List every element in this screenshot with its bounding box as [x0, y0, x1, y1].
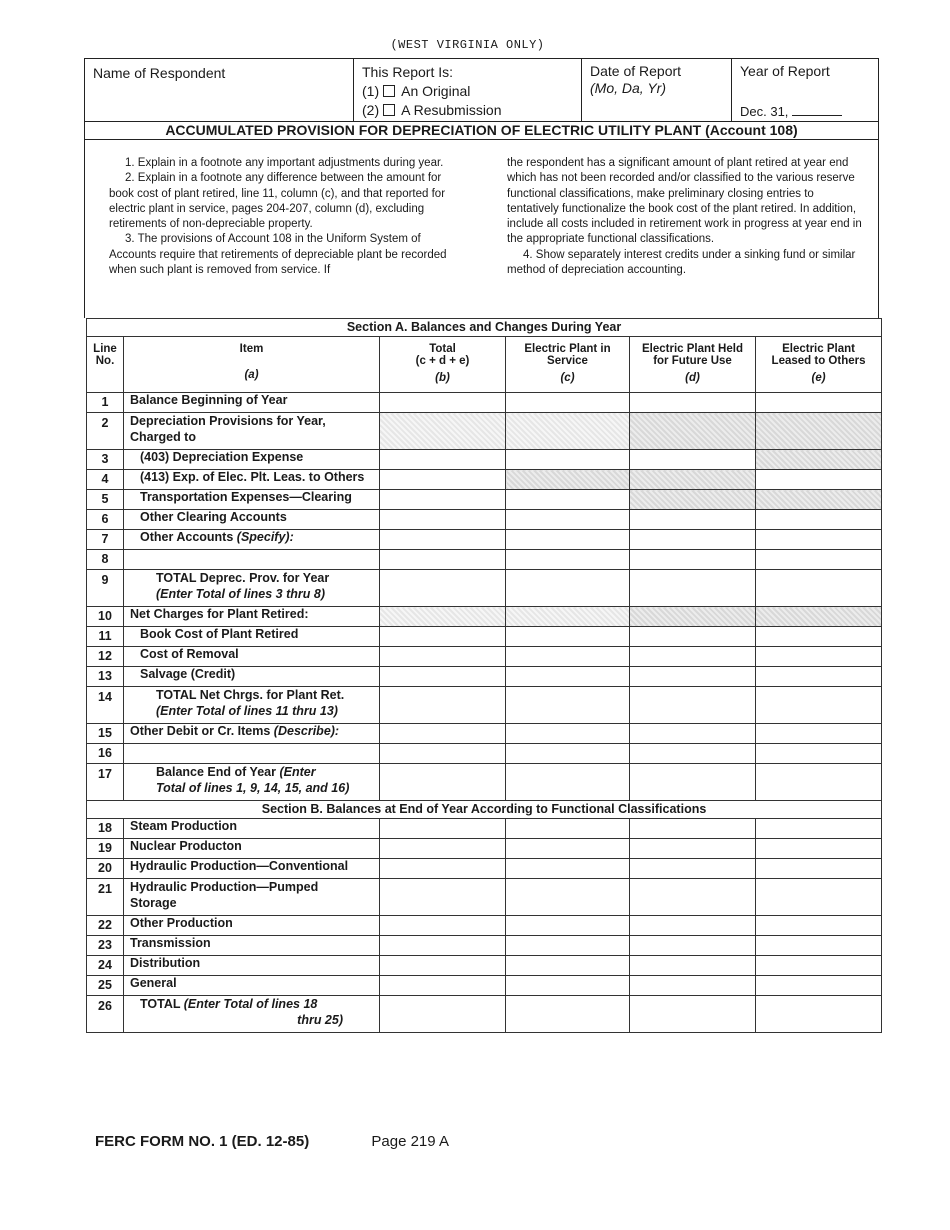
cell-in-service[interactable]	[506, 647, 630, 667]
item-label: (413) Exp. of Elec. Plt. Leas. to Others	[124, 470, 380, 490]
cell-total[interactable]	[380, 724, 506, 744]
cell-in-service[interactable]	[506, 450, 630, 470]
line-number: 25	[87, 976, 124, 996]
original-num: (1)	[362, 83, 380, 99]
cell-leased[interactable]	[756, 879, 882, 916]
table-row	[87, 996, 882, 1033]
cell-future-use[interactable]	[630, 530, 756, 550]
line-number: 12	[87, 647, 124, 667]
instruction-2: 2. Explain in a footnote any difference between the amount for book cost of plant retired, line 11, column (c), and that reported for electric plant in service, pages 204-207, column (d), excluding retirements of non-depreciable property.	[109, 172, 446, 231]
cell-future-use[interactable]	[630, 956, 756, 976]
cell-future-use[interactable]	[630, 996, 756, 1033]
cell-future-use[interactable]	[630, 916, 756, 936]
page-number: Page 219 A	[371, 1133, 449, 1150]
cell-in-service[interactable]	[506, 936, 630, 956]
resubmission-option[interactable]	[362, 101, 573, 120]
instruction-3-cont: the respondent has a significant amount of plant retired at year end which has not been recorded and/or classified to the various reserve functional classifications, make preliminary closing entries to tentatively functionalize the book cost of the plant retired. In addition, include all costs included in retirement work in progress at year end in the appropriate functional classifications.	[507, 157, 862, 246]
column-headers	[87, 337, 882, 393]
cell-leased[interactable]	[756, 936, 882, 956]
cell-total[interactable]	[380, 570, 506, 607]
cell-future-use[interactable]	[630, 393, 756, 413]
cell-future-use[interactable]	[630, 976, 756, 996]
cell-total[interactable]	[380, 687, 506, 724]
item-label: Other Accounts (Specify):	[124, 530, 380, 550]
cell-total[interactable]	[380, 956, 506, 976]
line-number: 6	[87, 510, 124, 530]
report-is-label: This Report Is:	[362, 64, 454, 80]
cell-in-service[interactable]	[506, 744, 630, 764]
cell-leased[interactable]	[756, 764, 882, 801]
table-row	[87, 490, 882, 510]
item-label: Balance Beginning of Year	[124, 393, 380, 413]
cell-future-use[interactable]	[630, 859, 756, 879]
line-number: 18	[87, 819, 124, 839]
cell-in-service[interactable]	[506, 956, 630, 976]
cell-future-use	[630, 470, 756, 490]
cell-leased[interactable]	[756, 996, 882, 1033]
item-label: Nuclear Producton	[124, 839, 380, 859]
col-line: Line No.	[87, 337, 124, 393]
cell-in-service[interactable]	[506, 490, 630, 510]
table-row	[87, 530, 882, 550]
item-label: Salvage (Credit)	[124, 667, 380, 687]
cell-leased[interactable]	[756, 510, 882, 530]
instruction-3: 3. The provisions of Account 108 in the Uniform System of Accounts require that retirements of depreciable plant be recorded when such plant is removed from service. If	[109, 233, 447, 277]
cell-total[interactable]	[380, 859, 506, 879]
instructions-right	[507, 156, 862, 278]
table-row	[87, 450, 882, 470]
table-row	[87, 764, 882, 801]
original-option[interactable]	[362, 82, 573, 101]
col-item: Item (a)	[124, 337, 380, 393]
line-number: 5	[87, 490, 124, 510]
table-row	[87, 413, 882, 450]
cell-leased[interactable]	[756, 744, 882, 764]
cell-in-service[interactable]	[506, 879, 630, 916]
table-row	[87, 667, 882, 687]
item-label: Other Clearing Accounts	[124, 510, 380, 530]
cell-leased[interactable]	[756, 393, 882, 413]
line-number: 13	[87, 667, 124, 687]
cell-total[interactable]	[380, 996, 506, 1033]
cell-total[interactable]	[380, 393, 506, 413]
cell-future-use[interactable]	[630, 744, 756, 764]
item-label: Book Cost of Plant Retired	[124, 627, 380, 647]
date-format: (Mo, Da, Yr)	[590, 80, 666, 96]
line-number: 14	[87, 687, 124, 724]
line-number: 8	[87, 550, 124, 570]
cell-leased[interactable]	[756, 724, 882, 744]
item-label: TOTAL Deprec. Prov. for Year (Enter Total of lines 3 thru 8)	[124, 570, 380, 607]
line-number: 26	[87, 996, 124, 1033]
original-label: An Original	[401, 83, 471, 99]
item-label: Hydraulic Production—Pumped Storage	[124, 879, 380, 916]
cell-total	[380, 413, 506, 450]
line-number: 17	[87, 764, 124, 801]
item-label: TOTAL (Enter Total of lines 18 thru 25)	[124, 996, 380, 1033]
cell-in-service[interactable]	[506, 550, 630, 570]
year-cell[interactable]	[731, 59, 877, 121]
cell-total[interactable]	[380, 936, 506, 956]
cell-in-service[interactable]	[506, 510, 630, 530]
date-label: Date of Report	[590, 63, 682, 79]
cell-in-service[interactable]	[506, 996, 630, 1033]
cell-leased[interactable]	[756, 570, 882, 607]
line-number: 19	[87, 839, 124, 859]
table-row	[87, 570, 882, 607]
item-label: TOTAL Net Chrgs. for Plant Ret. (Enter Total of lines 11 thru 13)	[124, 687, 380, 724]
cell-in-service[interactable]	[506, 819, 630, 839]
item-label: Steam Production	[124, 819, 380, 839]
table-row	[87, 510, 882, 530]
line-number: 2	[87, 413, 124, 450]
item-label: Transmission	[124, 936, 380, 956]
instruction-4: 4. Show separately interest credits under a sinking fund or similar method of depreciation accounting.	[507, 248, 856, 277]
state-note: (WEST VIRGINIA ONLY)	[390, 38, 545, 52]
cell-total[interactable]	[380, 916, 506, 936]
cell-future-use[interactable]	[630, 687, 756, 724]
item-label: Balance End of Year (Enter Total of lines 1, 9, 14, 15, and 16)	[124, 764, 380, 801]
cell-total[interactable]	[380, 667, 506, 687]
item-label: General	[124, 976, 380, 996]
cell-future-use[interactable]	[630, 510, 756, 530]
cell-future-use[interactable]	[630, 647, 756, 667]
cell-in-service[interactable]	[506, 570, 630, 607]
cell-leased	[756, 413, 882, 450]
resub-label: A Resubmission	[401, 102, 502, 118]
cell-in-service[interactable]	[506, 393, 630, 413]
form-number: FERC FORM NO. 1 (ED. 12-85)	[95, 1133, 310, 1150]
cell-total[interactable]	[380, 976, 506, 996]
table-row	[87, 607, 882, 627]
table-row	[87, 627, 882, 647]
respondent-label: Name of Respondent	[93, 65, 226, 81]
item-label[interactable]	[124, 550, 380, 570]
cell-in-service[interactable]	[506, 764, 630, 801]
cell-leased[interactable]	[756, 687, 882, 724]
cell-leased[interactable]	[756, 550, 882, 570]
cell-future-use[interactable]	[630, 936, 756, 956]
instruction-1: 1. Explain in a footnote any important adjustments during year.	[125, 157, 444, 169]
table-row	[87, 976, 882, 996]
table-row	[87, 687, 882, 724]
cell-leased[interactable]	[756, 976, 882, 996]
col-leased: Electric Plant Leased to Others (e)	[756, 337, 882, 393]
cell-leased[interactable]	[756, 470, 882, 490]
table-row	[87, 724, 882, 744]
cell-total[interactable]	[380, 764, 506, 801]
cell-leased[interactable]	[756, 916, 882, 936]
cell-total[interactable]	[380, 550, 506, 570]
item-label: Cost of Removal	[124, 647, 380, 667]
cell-future-use[interactable]	[630, 764, 756, 801]
item-label: Distribution	[124, 956, 380, 976]
cell-leased[interactable]	[756, 859, 882, 879]
instructions	[84, 140, 879, 318]
date-cell[interactable]	[581, 59, 731, 121]
resubmission-checkbox[interactable]	[383, 104, 395, 116]
line-number: 3	[87, 450, 124, 470]
cell-total	[380, 607, 506, 627]
col-in-service: Electric Plant in Service (c)	[506, 337, 630, 393]
line-number: 23	[87, 936, 124, 956]
cell-future-use[interactable]	[630, 667, 756, 687]
line-number: 22	[87, 916, 124, 936]
year-label: Year of Report	[740, 63, 830, 79]
cell-leased	[756, 490, 882, 510]
year-field[interactable]: Dec. 31,	[740, 104, 842, 119]
cell-leased[interactable]	[756, 956, 882, 976]
cell-leased[interactable]	[756, 819, 882, 839]
table-row	[87, 819, 882, 839]
cell-in-service	[506, 470, 630, 490]
cell-future-use[interactable]	[630, 550, 756, 570]
cell-total[interactable]	[380, 450, 506, 470]
cell-in-service[interactable]	[506, 667, 630, 687]
table-row	[87, 647, 882, 667]
instructions-left	[109, 156, 469, 278]
table-row	[87, 936, 882, 956]
cell-leased[interactable]	[756, 627, 882, 647]
line-number: 20	[87, 859, 124, 879]
cell-leased[interactable]	[756, 667, 882, 687]
cell-total[interactable]	[380, 490, 506, 510]
line-number: 4	[87, 470, 124, 490]
cell-leased[interactable]	[756, 530, 882, 550]
cell-total[interactable]	[380, 879, 506, 916]
original-checkbox[interactable]	[383, 85, 395, 97]
form-footer	[95, 1133, 507, 1150]
cell-in-service[interactable]	[506, 916, 630, 936]
cell-leased	[756, 607, 882, 627]
cell-total[interactable]	[380, 819, 506, 839]
cell-total[interactable]	[380, 470, 506, 490]
line-number: 7	[87, 530, 124, 550]
cell-future-use[interactable]	[630, 819, 756, 839]
line-number: 1	[87, 393, 124, 413]
table-row	[87, 470, 882, 490]
item-label: Net Charges for Plant Retired:	[124, 607, 380, 627]
line-number: 15	[87, 724, 124, 744]
cell-future-use	[630, 490, 756, 510]
cell-total[interactable]	[380, 530, 506, 550]
cell-future-use	[630, 413, 756, 450]
item-label: Depreciation Provisions for Year, Charged to	[124, 413, 380, 450]
cell-in-service[interactable]	[506, 839, 630, 859]
line-number: 16	[87, 744, 124, 764]
cell-future-use[interactable]	[630, 879, 756, 916]
col-total: Total (c + d + e) (b)	[380, 337, 506, 393]
cell-leased	[756, 450, 882, 470]
cell-future-use[interactable]	[630, 450, 756, 470]
cell-future-use	[630, 607, 756, 627]
table-row	[87, 550, 882, 570]
cell-future-use[interactable]	[630, 839, 756, 859]
line-number: 9	[87, 570, 124, 607]
cell-in-service	[506, 607, 630, 627]
item-label[interactable]	[124, 744, 380, 764]
page-title: ACCUMULATED PROVISION FOR DEPRECIATION OF ELECTRIC UTILITY PLANT (Account 108)	[84, 122, 879, 140]
cell-in-service[interactable]	[506, 687, 630, 724]
table-row	[87, 744, 882, 764]
table-row	[87, 879, 882, 916]
table-row	[87, 393, 882, 413]
cell-total[interactable]	[380, 627, 506, 647]
report-type-cell	[353, 59, 581, 121]
cell-future-use[interactable]	[630, 570, 756, 607]
cell-in-service[interactable]	[506, 976, 630, 996]
line-number: 21	[87, 879, 124, 916]
respondent-cell[interactable]	[85, 59, 353, 121]
cell-total[interactable]	[380, 839, 506, 859]
cell-in-service	[506, 413, 630, 450]
cell-leased[interactable]	[756, 647, 882, 667]
report-header	[84, 58, 879, 122]
cell-in-service[interactable]	[506, 530, 630, 550]
item-label: Other Debit or Cr. Items (Describe):	[124, 724, 380, 744]
cell-total[interactable]	[380, 744, 506, 764]
cell-in-service[interactable]	[506, 724, 630, 744]
cell-future-use[interactable]	[630, 724, 756, 744]
cell-total[interactable]	[380, 510, 506, 530]
item-label: Transportation Expenses—Clearing	[124, 490, 380, 510]
table-row	[87, 916, 882, 936]
table-row	[87, 839, 882, 859]
item-label: Hydraulic Production—Conventional	[124, 859, 380, 879]
cell-in-service[interactable]	[506, 859, 630, 879]
section-a-title: Section A. Balances and Changes During Year	[87, 319, 882, 337]
cell-in-service[interactable]	[506, 627, 630, 647]
depreciation-table	[86, 318, 882, 1033]
col-future-use: Electric Plant Held for Future Use (d)	[630, 337, 756, 393]
resub-num: (2)	[362, 102, 380, 118]
item-label: (403) Depreciation Expense	[124, 450, 380, 470]
cell-total[interactable]	[380, 647, 506, 667]
table-row	[87, 956, 882, 976]
line-number: 11	[87, 627, 124, 647]
cell-leased[interactable]	[756, 839, 882, 859]
table-row	[87, 859, 882, 879]
item-label: Other Production	[124, 916, 380, 936]
section-b-title: Section B. Balances at End of Year According to Functional Classifications	[87, 801, 882, 819]
line-number: 24	[87, 956, 124, 976]
cell-future-use[interactable]	[630, 627, 756, 647]
line-number: 10	[87, 607, 124, 627]
